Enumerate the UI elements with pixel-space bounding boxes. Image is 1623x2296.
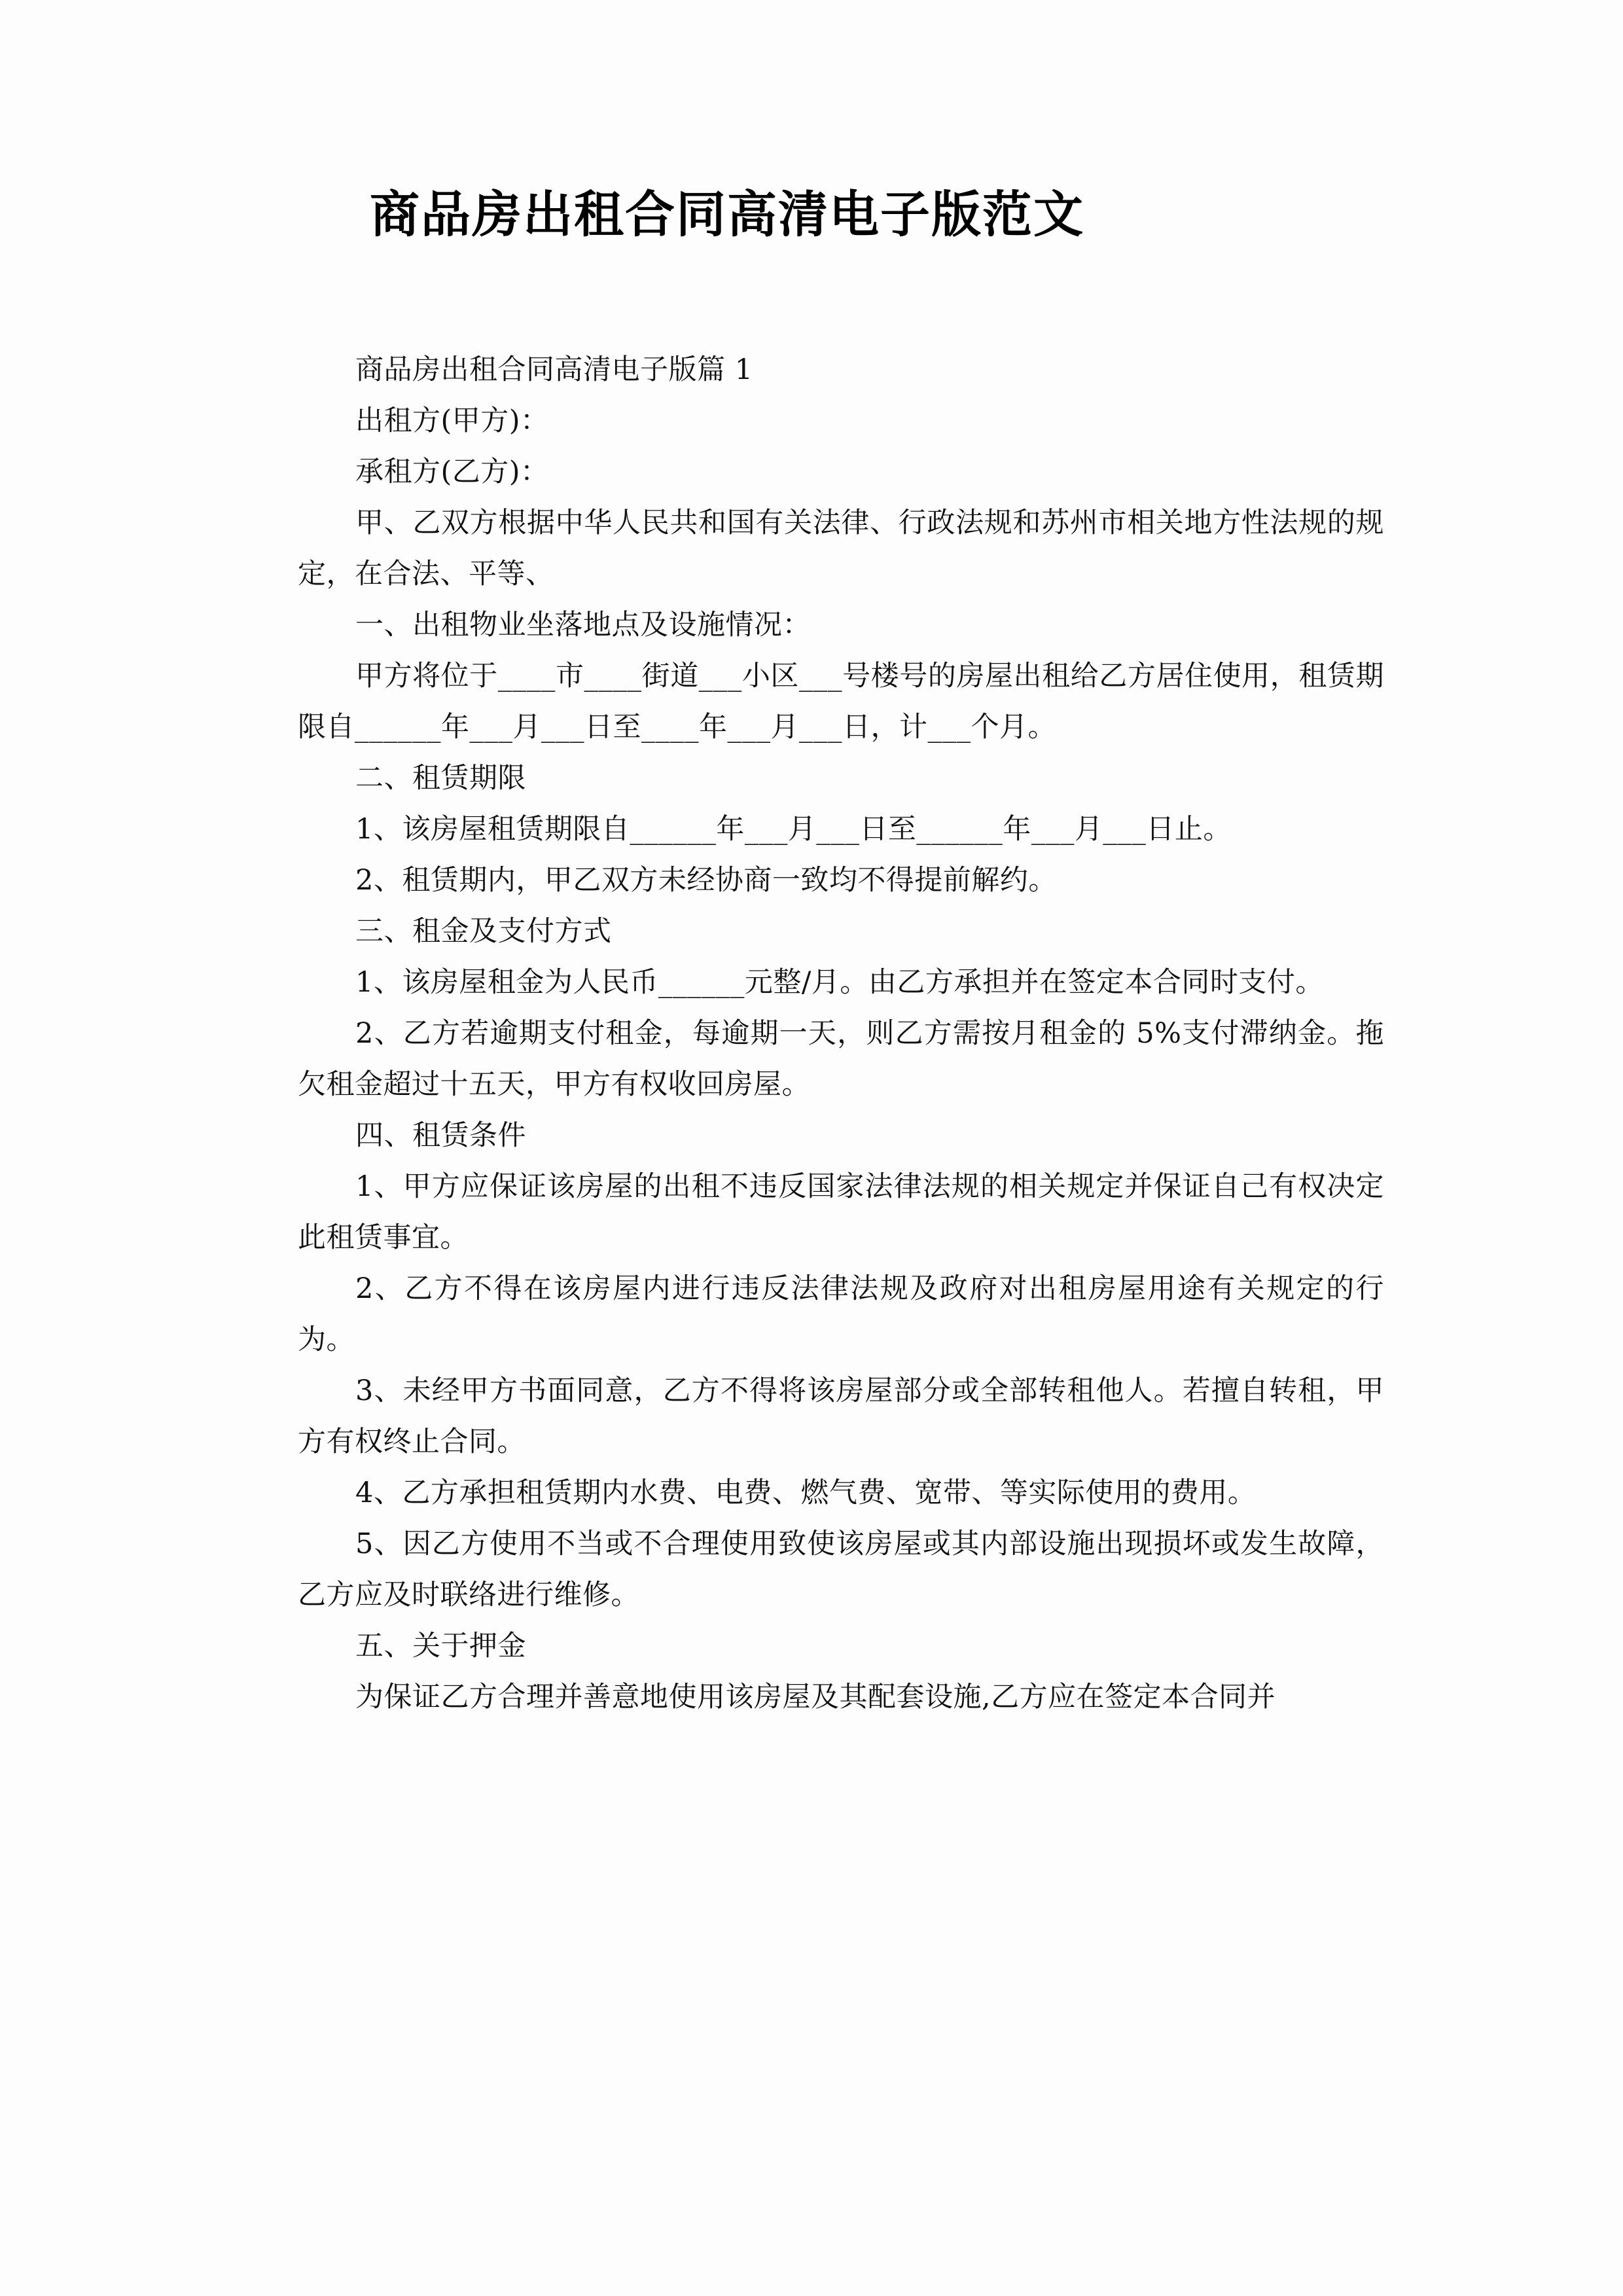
paragraph-7: 二、租赁期限 xyxy=(355,762,526,795)
paragraph-8: 1、该房屋租赁期限自______年___月___日至______年___月___日止。 xyxy=(355,813,1232,846)
paragraph-6: 甲方将位于____市____街道___小区___号楼号的房屋出租给乙方居住使用，租赁期限自______年___月___日至____年___月___日，计___个月。 xyxy=(298,660,1384,744)
paragraph-16: 3、未经甲方书面同意，乙方不得将该房屋部分或全部转租他人。若擅自转租，甲方有权终止合同。 xyxy=(298,1374,1384,1458)
paragraph-14: 1、甲方应保证该房屋的出租不违反国家法律法规的相关规定并保证自己有权决定此租赁事宜。 xyxy=(298,1170,1384,1254)
paragraph-15: 2、乙方不得在该房屋内进行违反法律法规及政府对出租房屋用途有关规定的行为。 xyxy=(298,1272,1384,1356)
document-body xyxy=(298,0,1384,1723)
paragraph-13: 四、租赁条件 xyxy=(355,1119,526,1152)
paragraph-12: 2、乙方若逾期支付租金，每逾期一天，则乙方需按月租金的 5%支付滞纳金。拖欠租金超过十五天，甲方有权收回房屋。 xyxy=(298,1017,1384,1101)
paragraph-20: 为保证乙方合理并善意地使用该房屋及其配套设施,乙方应在签定本合同并 xyxy=(355,1681,1276,1713)
paragraph-18: 5、因乙方使用不当或不合理使用致使该房屋或其内部设施出现损坏或发生故障，乙方应及时联络进行维修。 xyxy=(298,1528,1384,1611)
paragraph-19: 五、关于押金 xyxy=(355,1630,526,1662)
paragraph-10: 三、租金及支付方式 xyxy=(355,915,612,948)
title-body-spacer xyxy=(298,240,1384,344)
page-title: 商品房出租合同高清电子版范文 xyxy=(370,185,1084,243)
paragraph-2: 出租方(甲方)： xyxy=(355,404,549,437)
paragraph-3: 承租方(乙方)： xyxy=(355,456,549,488)
paragraph-11: 1、该房屋租金为人民币______元整/月。由乙方承担并在签定本合同时支付。 xyxy=(355,966,1324,999)
paragraph-5: 一、出租物业坐落地点及设施情况： xyxy=(355,609,811,641)
paragraph-9: 2、租赁期内，甲乙双方未经协商一致均不得提前解约。 xyxy=(355,864,1057,897)
paragraph-4: 甲、乙双方根据中华人民共和国有关法律、行政法规和苏州市相关地方性法规的规定，在合法、平等、 xyxy=(298,507,1384,590)
paragraph-1: 商品房出租合同高清电子版篇 1 xyxy=(355,353,753,386)
paragraph-17: 4、乙方承担租赁期内水费、电费、燃气费、宽带、等实际使用的费用。 xyxy=(355,1477,1257,1509)
